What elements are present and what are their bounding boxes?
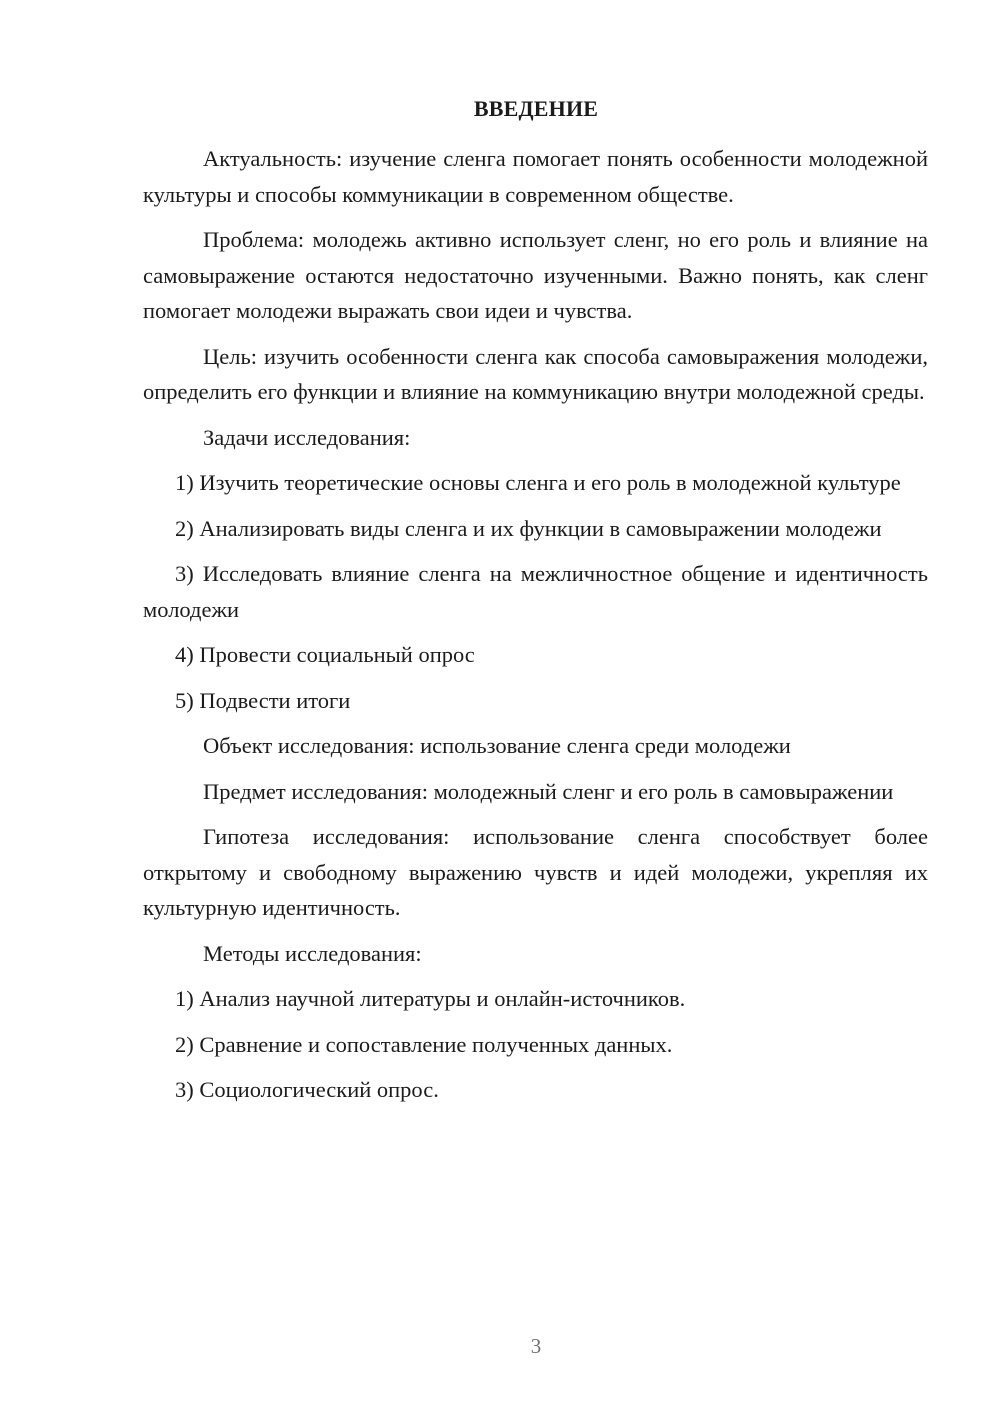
method-item-2: 2) Сравнение и сопоставление полученных данных. <box>175 1031 673 1057</box>
task-item-4: 4) Провести социальный опрос <box>175 642 475 667</box>
paragraph-relevance: Актуальность: изучение сленга помогает понять особенности молодежной культуры и способы коммуникации в современном обществе. <box>143 146 928 207</box>
page-number: 3 <box>530 1334 542 1358</box>
paragraph-object: Объект исследования: использование сленга среди молодежи <box>203 733 791 758</box>
body-text <box>143 141 928 1118</box>
task-item-5: 5) Подвести итоги <box>175 687 351 713</box>
paragraph-methods-heading: Методы исследования: <box>203 940 422 966</box>
paragraph-problem: Проблема: молодежь активно использует сленг, но его роль и влияние на самовыражение остаются недостаточно изученными. Важно понять, как сленг помогает молодежи выражать свои идеи и чувства. <box>143 227 928 323</box>
task-item-2: 2) Анализировать виды сленга и их функции в самовыражении молодежи <box>175 515 882 541</box>
task-item-1: 1) Изучить теоретические основы сленга и его роль в молодежной культуре <box>175 470 901 495</box>
section-heading: ВВЕДЕНИЕ <box>473 96 599 121</box>
paragraph-subject: Предмет исследования: молодежный сленг и его роль в самовыражении <box>203 778 894 804</box>
paragraph-goal: Цель: изучить особенности сленга как способа самовыражения молодежи, определить его функции и влияние на коммуникацию внутри молодежной среды. <box>143 343 928 404</box>
task-item-3: 3) Исследовать влияние сленга на межличностное общение и идентичность молодежи <box>143 561 928 622</box>
method-item-1: 1) Анализ научной литературы и онлайн-источников. <box>175 986 686 1011</box>
method-item-3: 3) Социологический опрос. <box>175 1077 439 1102</box>
paragraph-hypothesis: Гипотеза исследования: использование сленга способствует более открытому и свободному выражению чувств и идей молодежи, укрепляя их культурную идентичность. <box>143 824 928 920</box>
paragraph-tasks-heading: Задачи исследования: <box>203 424 411 450</box>
